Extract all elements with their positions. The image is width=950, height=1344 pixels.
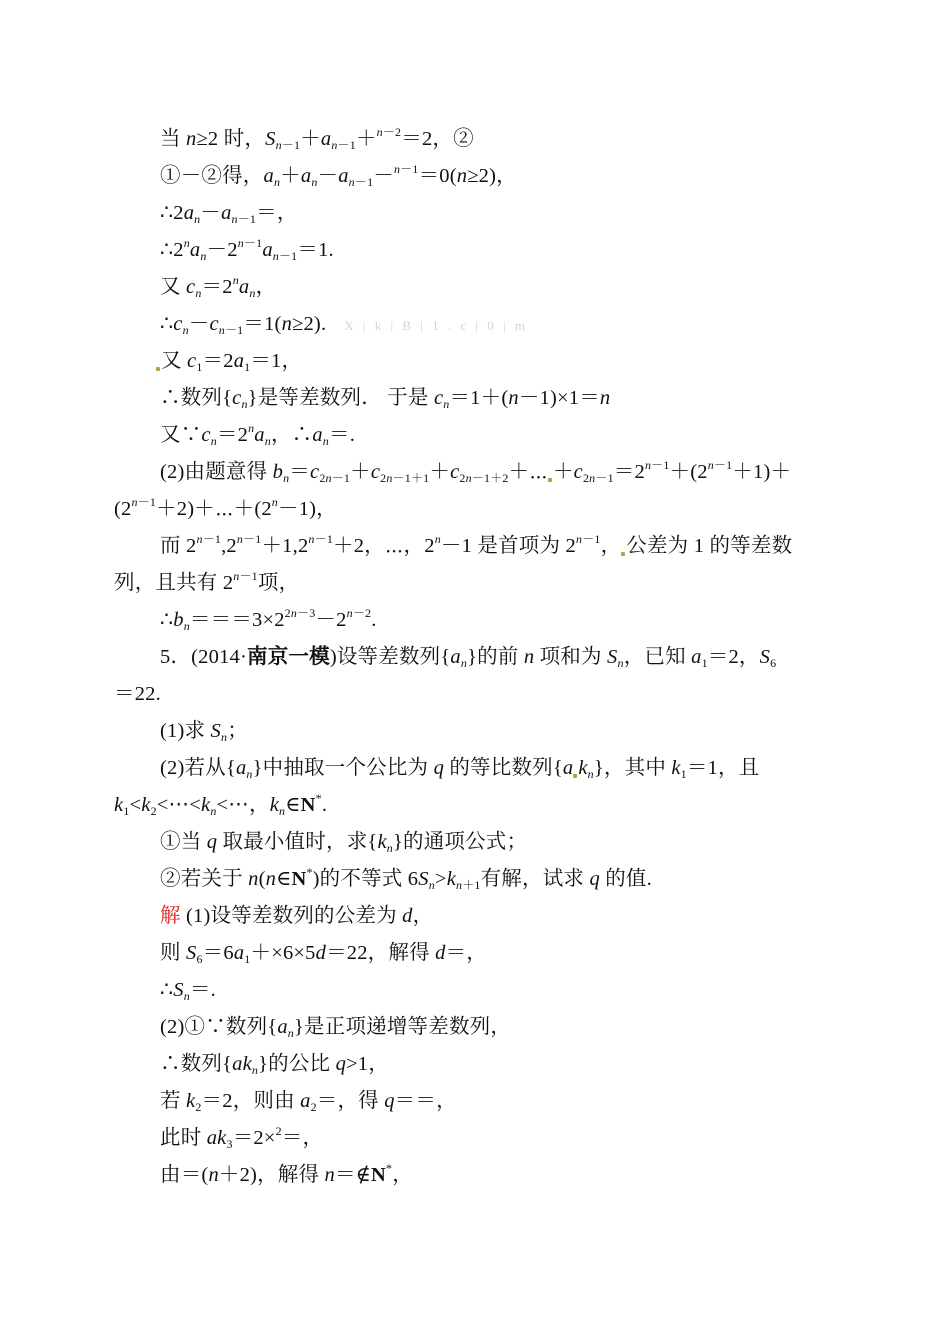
text-line: ∴数列$\{c_n\}$是等差数列． 于是 $c_n=1+(n-1)\times 1=n$	[160, 387, 611, 411]
text-line: $\therefore c_n-c_{n-1}=1(n\ge 2)$. X | k | B | 1 . c | 0 | m	[160, 313, 529, 337]
text-line: 而 $2^{n-1},2^{n-1}+1,2^{n-1}+2$，⋯，$2^n-1$ 是首项为 $2^{n-1}$， 公差为 1 的等差数	[160, 532, 793, 557]
text-line: 又$\because c_n=2^na_n$，$\therefore a_n=$.	[160, 421, 356, 448]
text-line: $\therefore b_n===3\times 2^{2n-3}-2^{n-2}$.	[160, 606, 377, 633]
text-line: $\therefore 2^na_n-2^{n-1}a_{n-1}=1$.	[160, 236, 334, 263]
text-line: 又 $c_1=2a_1=1$，	[156, 348, 302, 374]
text-line: ①当 q 取最小值时，求$\{k_n\}$的通项公式；	[160, 831, 528, 855]
text-line: (2)若从$\{a_n\}$中抽取一个公比为 q 的等比数列{a $k_n$}，其中 $k_1=1$，且	[160, 757, 760, 781]
speck-mark	[156, 367, 160, 371]
speck-mark	[573, 774, 577, 778]
solution-label: 解	[160, 905, 181, 927]
text-line: 此时 $ak_3=2\times^2=$，	[160, 1124, 324, 1151]
speck-mark	[548, 478, 552, 482]
text-line: (1)求 $S_n$；	[160, 720, 248, 744]
text-line: 列，且共有 $2^{n-1}$项，	[114, 569, 300, 594]
text-line: ＝22.	[114, 683, 161, 705]
text-line: 5．(2014·南京一模)设等差数列$\{a_n\}$的前 n 项和为 $S_n$，已知 $a_1=2$，$S_6$	[160, 646, 777, 670]
text-line: (2)①∵数列$\{a_n\}$是正项递增等差数列，	[160, 1016, 512, 1040]
text-line: ∴数列$\{ak_n\}$的公比 q>1，	[160, 1053, 389, 1077]
text-line: ①－②得，$a_n+a_n-a_{n-1}-^{n-1}=0(n\ge 2)$，	[160, 162, 517, 189]
text-line: ②若关于 n(n∈N*)的不等式 $6S_n>k_{n+1}$有解，试求 q 的值.	[160, 865, 652, 892]
text-line: $k_1<k_2<\cdots<k_n<\cdots$，$k_n\in N^*$.	[114, 791, 328, 818]
text-line: $\therefore 2a_n-a_{n-1}=$，	[160, 202, 298, 226]
text-line: (2)由题意得 $b_n=c_{2n-1}+c_{2n-1+1}+c_{2n-1+2}+\cdots +c_{2n-1}=2^{n-1}+(2^{n-1}+1)+$	[160, 458, 792, 485]
text-line: 当 n≥2 时，$S_{n-1}+a_{n-1}+^{n-2}=2$，②	[160, 125, 474, 152]
watermark-text: X | k | B | 1 . c | 0 | m	[344, 318, 529, 333]
text-line: 由＝(n＋2)，解得 n＝∉N*，	[160, 1161, 413, 1186]
text-line: 则 $S_6=6a_1+\times 6\times 5d=22$，解得 d＝，	[160, 942, 487, 966]
speck-mark	[621, 552, 625, 556]
text-line: $\therefore S_n=$.	[160, 979, 216, 1003]
text-line: 又 $c_n=2^na_n$，	[160, 273, 277, 300]
text-line: 若 $k_2=2$，则由 $a_2=$，得 q＝＝，	[160, 1090, 457, 1114]
text-line: 解 (1)设等差数列的公差为 d，	[160, 905, 434, 927]
text-line: $(2^{n-1}+2)+\cdots+(2^n-1)$，	[114, 495, 337, 520]
